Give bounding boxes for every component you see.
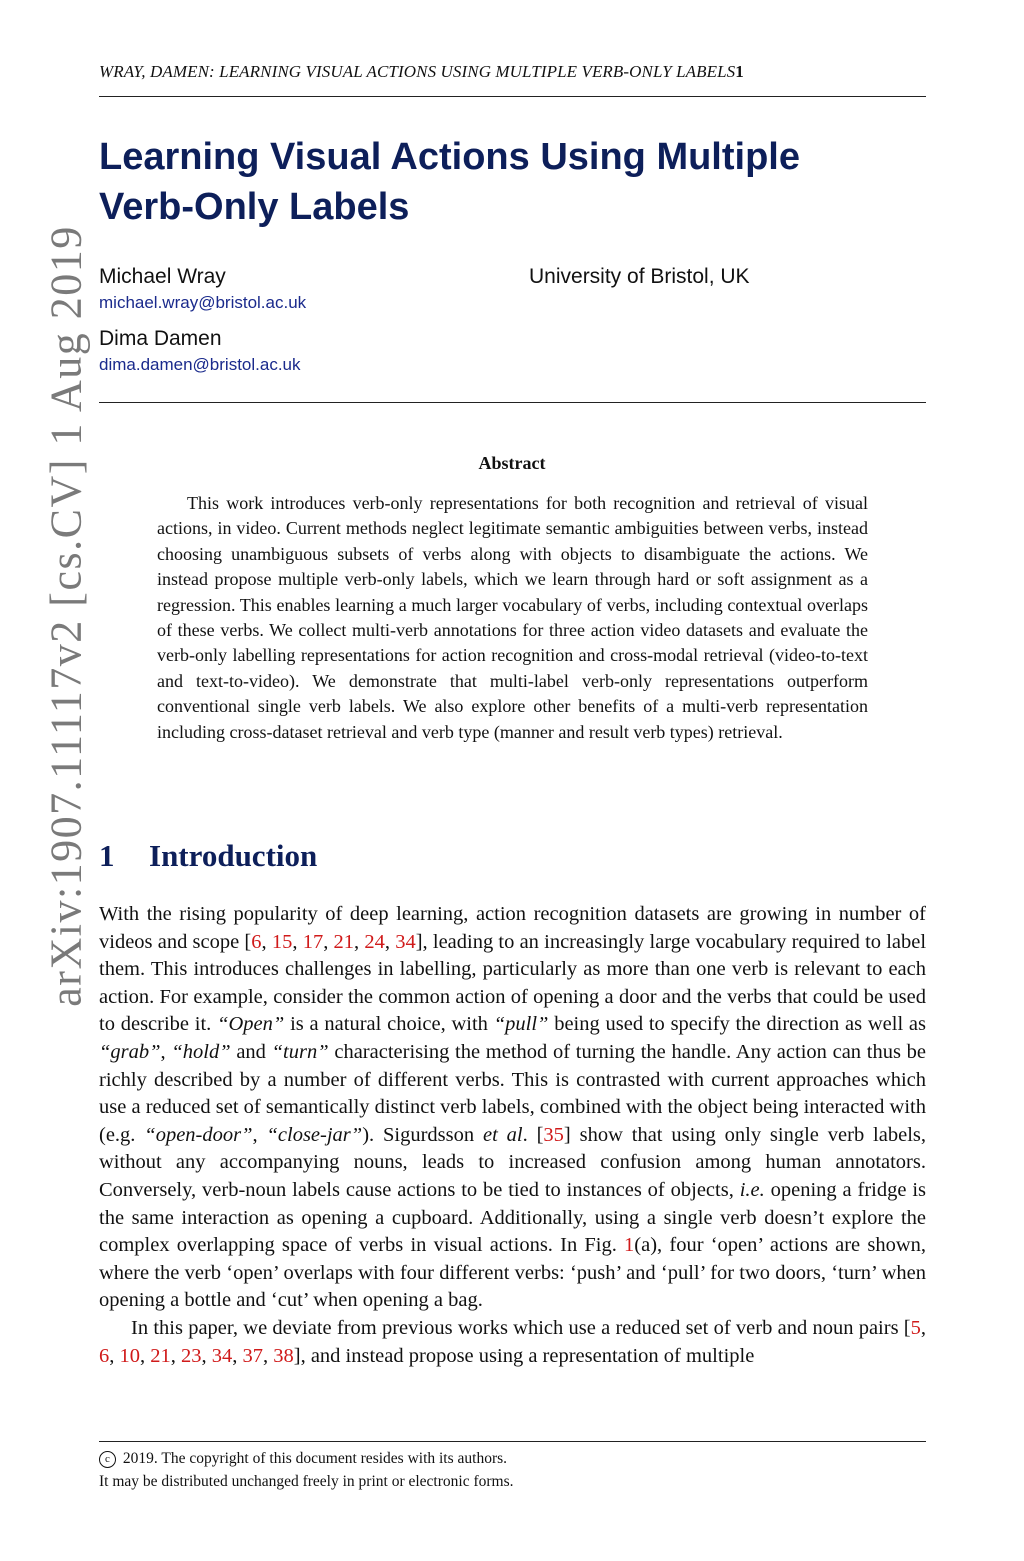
- citation-link[interactable]: 10: [119, 1344, 140, 1367]
- text-span: and: [230, 1040, 272, 1063]
- arxiv-sidebar-stamp: arXiv:1907.11117v2 [cs.CV] 1 Aug 2019: [41, 225, 91, 1007]
- text-span: characterising the method of turning the handle. Any action can thus be richly described by a number of different verbs. This is contrasted with current approaches which use a reduced set of semantically distinct verb labels, combined with the object being interacted with (e.g.: [99, 1040, 927, 1146]
- text-span: ], leading to an increasingly large vocabulary required to label them. This introduces challenges in labelling, particularly as more than one verb is relevant to each action. For example, consider the common action of opening a door and the verbs that could be used to describe it.: [99, 930, 927, 1036]
- text-span: . [: [522, 1123, 544, 1146]
- text-span: ,: [160, 1040, 172, 1063]
- header-rule: [99, 96, 926, 97]
- affiliation: University of Bristol, UK: [529, 265, 750, 288]
- citation-group: [251, 931, 415, 953]
- citation-link[interactable]: 34: [211, 1344, 233, 1367]
- intro-paragraph-1: [99, 901, 926, 1315]
- quoted-label-open-door: “open-door”: [144, 1123, 253, 1146]
- copyright-footnote: [99, 1447, 926, 1493]
- citation-separator: ,: [292, 930, 303, 953]
- citation-separator: ,: [201, 1344, 212, 1367]
- author-2-email[interactable]: dima.damen@bristol.ac.uk: [99, 355, 301, 374]
- text-span: ). Sigurdsson: [362, 1123, 483, 1146]
- citation-separator: ,: [109, 1344, 120, 1367]
- citation-link[interactable]: 5: [910, 1316, 921, 1339]
- quoted-label-close-jar: “close-jar”: [266, 1123, 363, 1146]
- text-span: In this paper, we deviate from previous works which use a reduced set of verb and noun pairs [: [131, 1316, 911, 1339]
- page-number: 1: [735, 62, 744, 81]
- quoted-verb-turn: “turn”: [271, 1040, 329, 1063]
- footnote-text-1: 2019. The copyright of this document resides with its authors.: [119, 1450, 508, 1467]
- citation-link[interactable]: 6: [99, 1344, 110, 1367]
- citation-link[interactable]: 24: [364, 930, 385, 953]
- text-span: ] show that using only single verb labels, without any accompanying nouns, leads to increased confusion among human annotators. Conversely, verb-noun labels cause actions to be tied to instances of objects,: [99, 1123, 926, 1201]
- text-span: is a natural choice, with: [284, 1013, 494, 1036]
- author-rule: [99, 402, 926, 403]
- citation-link[interactable]: 37: [242, 1344, 263, 1367]
- section-number: 1: [99, 838, 115, 873]
- citation-separator: ,: [232, 1344, 243, 1367]
- citation-link[interactable]: 35: [543, 1123, 564, 1146]
- citation-link[interactable]: 34: [395, 930, 416, 953]
- text-span: ], and instead propose using a representation of multiple: [293, 1344, 755, 1367]
- citation-link[interactable]: 17: [302, 930, 324, 953]
- text-span: opening a fridge is the same interaction as opening a cupboard. Additionally, using a single verb doesn’t explore the complex overlapping space of verbs in visual actions. In Fig.: [99, 1178, 927, 1257]
- text-span: (a), four ‘open’ actions are shown, where the verb ‘open’ overlaps with four different verbs: ‘push’ and ‘pull’ for two doors, ‘turn’ when opening a bottle and ‘cut’ when opening a bag.: [99, 1234, 926, 1312]
- author-2: [99, 327, 301, 375]
- intro-paragraph-2: [99, 1315, 926, 1370]
- author-1-name: Michael Wray: [99, 265, 226, 288]
- et-al: et al: [483, 1123, 523, 1146]
- copyright-icon: c: [99, 1451, 116, 1468]
- citation-link[interactable]: 21: [150, 1344, 171, 1367]
- figure-link[interactable]: 1: [624, 1234, 635, 1257]
- citation-separator: ,: [323, 930, 334, 953]
- footnote-rule: [99, 1441, 926, 1442]
- i-e: i.e.: [739, 1178, 765, 1201]
- section-title: Introduction: [149, 838, 318, 873]
- author-1-email[interactable]: michael.wray@bristol.ac.uk: [99, 293, 307, 312]
- citation-link[interactable]: 38: [273, 1344, 294, 1367]
- citation-link[interactable]: 6: [251, 930, 262, 953]
- abstract-text: This work introduces verb-only representations for both recognition and retrieval of visual actions, in video. Current methods neglect legitimate semantic ambiguities between verbs, instead choosing unambiguous subsets of verbs along with objects to disambiguate the actions. We instead propose multiple verb-only labels, which we learn through hard or soft assignment as a regression. This enables learning a much larger vocabulary of verbs, including contextual overlaps of these verbs. We collect multi-verb annotations for three action video datasets and evaluate the verb-only labelling representations for action recognition and cross-modal retrieval (video-to-text and text-to-video). We demonstrate that multi-label verb-only representations outperform conventional single verb labels. We also explore other benefits of a multi-verb representation including cross-dataset retrieval and verb type (manner and result verb types) retrieval.: [157, 493, 868, 742]
- section-heading-introduction: [99, 838, 317, 874]
- citation-separator: ,: [920, 1316, 926, 1339]
- quoted-verb-hold: “hold”: [171, 1040, 231, 1063]
- text-span: With the rising popularity of deep learning, action recognition datasets are growing in number of videos and scope [: [99, 903, 926, 953]
- citation-separator: ,: [261, 930, 272, 953]
- text-span: ,: [252, 1123, 267, 1146]
- citation-link[interactable]: 21: [333, 930, 355, 953]
- quoted-verb-grab: “grab”: [99, 1040, 161, 1063]
- citation-separator: ,: [170, 1344, 181, 1367]
- quoted-verb-pull: “pull”: [493, 1013, 549, 1036]
- introduction-body: [99, 901, 926, 1370]
- text-span: being used to specify the direction as well as: [548, 1013, 927, 1036]
- running-title: WRAY, DAMEN: LEARNING VISUAL ACTIONS USING MULTIPLE VERB-ONLY LABELS: [99, 62, 736, 81]
- title-line-1: Learning Visual Actions Using Multiple: [99, 136, 800, 178]
- abstract-heading: Abstract: [478, 453, 546, 473]
- citation-separator: ,: [263, 1344, 274, 1367]
- author-2-name: Dima Damen: [99, 327, 222, 350]
- citation-separator: ,: [354, 930, 365, 953]
- citation-link[interactable]: 23: [181, 1344, 202, 1367]
- paper-title: [99, 132, 919, 232]
- citation-separator: ,: [384, 930, 396, 953]
- running-header: [99, 62, 926, 82]
- quoted-verb-open: “Open”: [217, 1013, 285, 1036]
- footnote-line-2: It may be distributed unchanged freely in print or electronic forms.: [99, 1473, 514, 1490]
- citation-link[interactable]: 15: [271, 930, 293, 953]
- citation-separator: ,: [140, 1344, 151, 1367]
- title-line-2: Verb-Only Labels: [99, 186, 410, 228]
- footnote-line-1: [99, 1447, 926, 1470]
- author-1: [99, 265, 306, 313]
